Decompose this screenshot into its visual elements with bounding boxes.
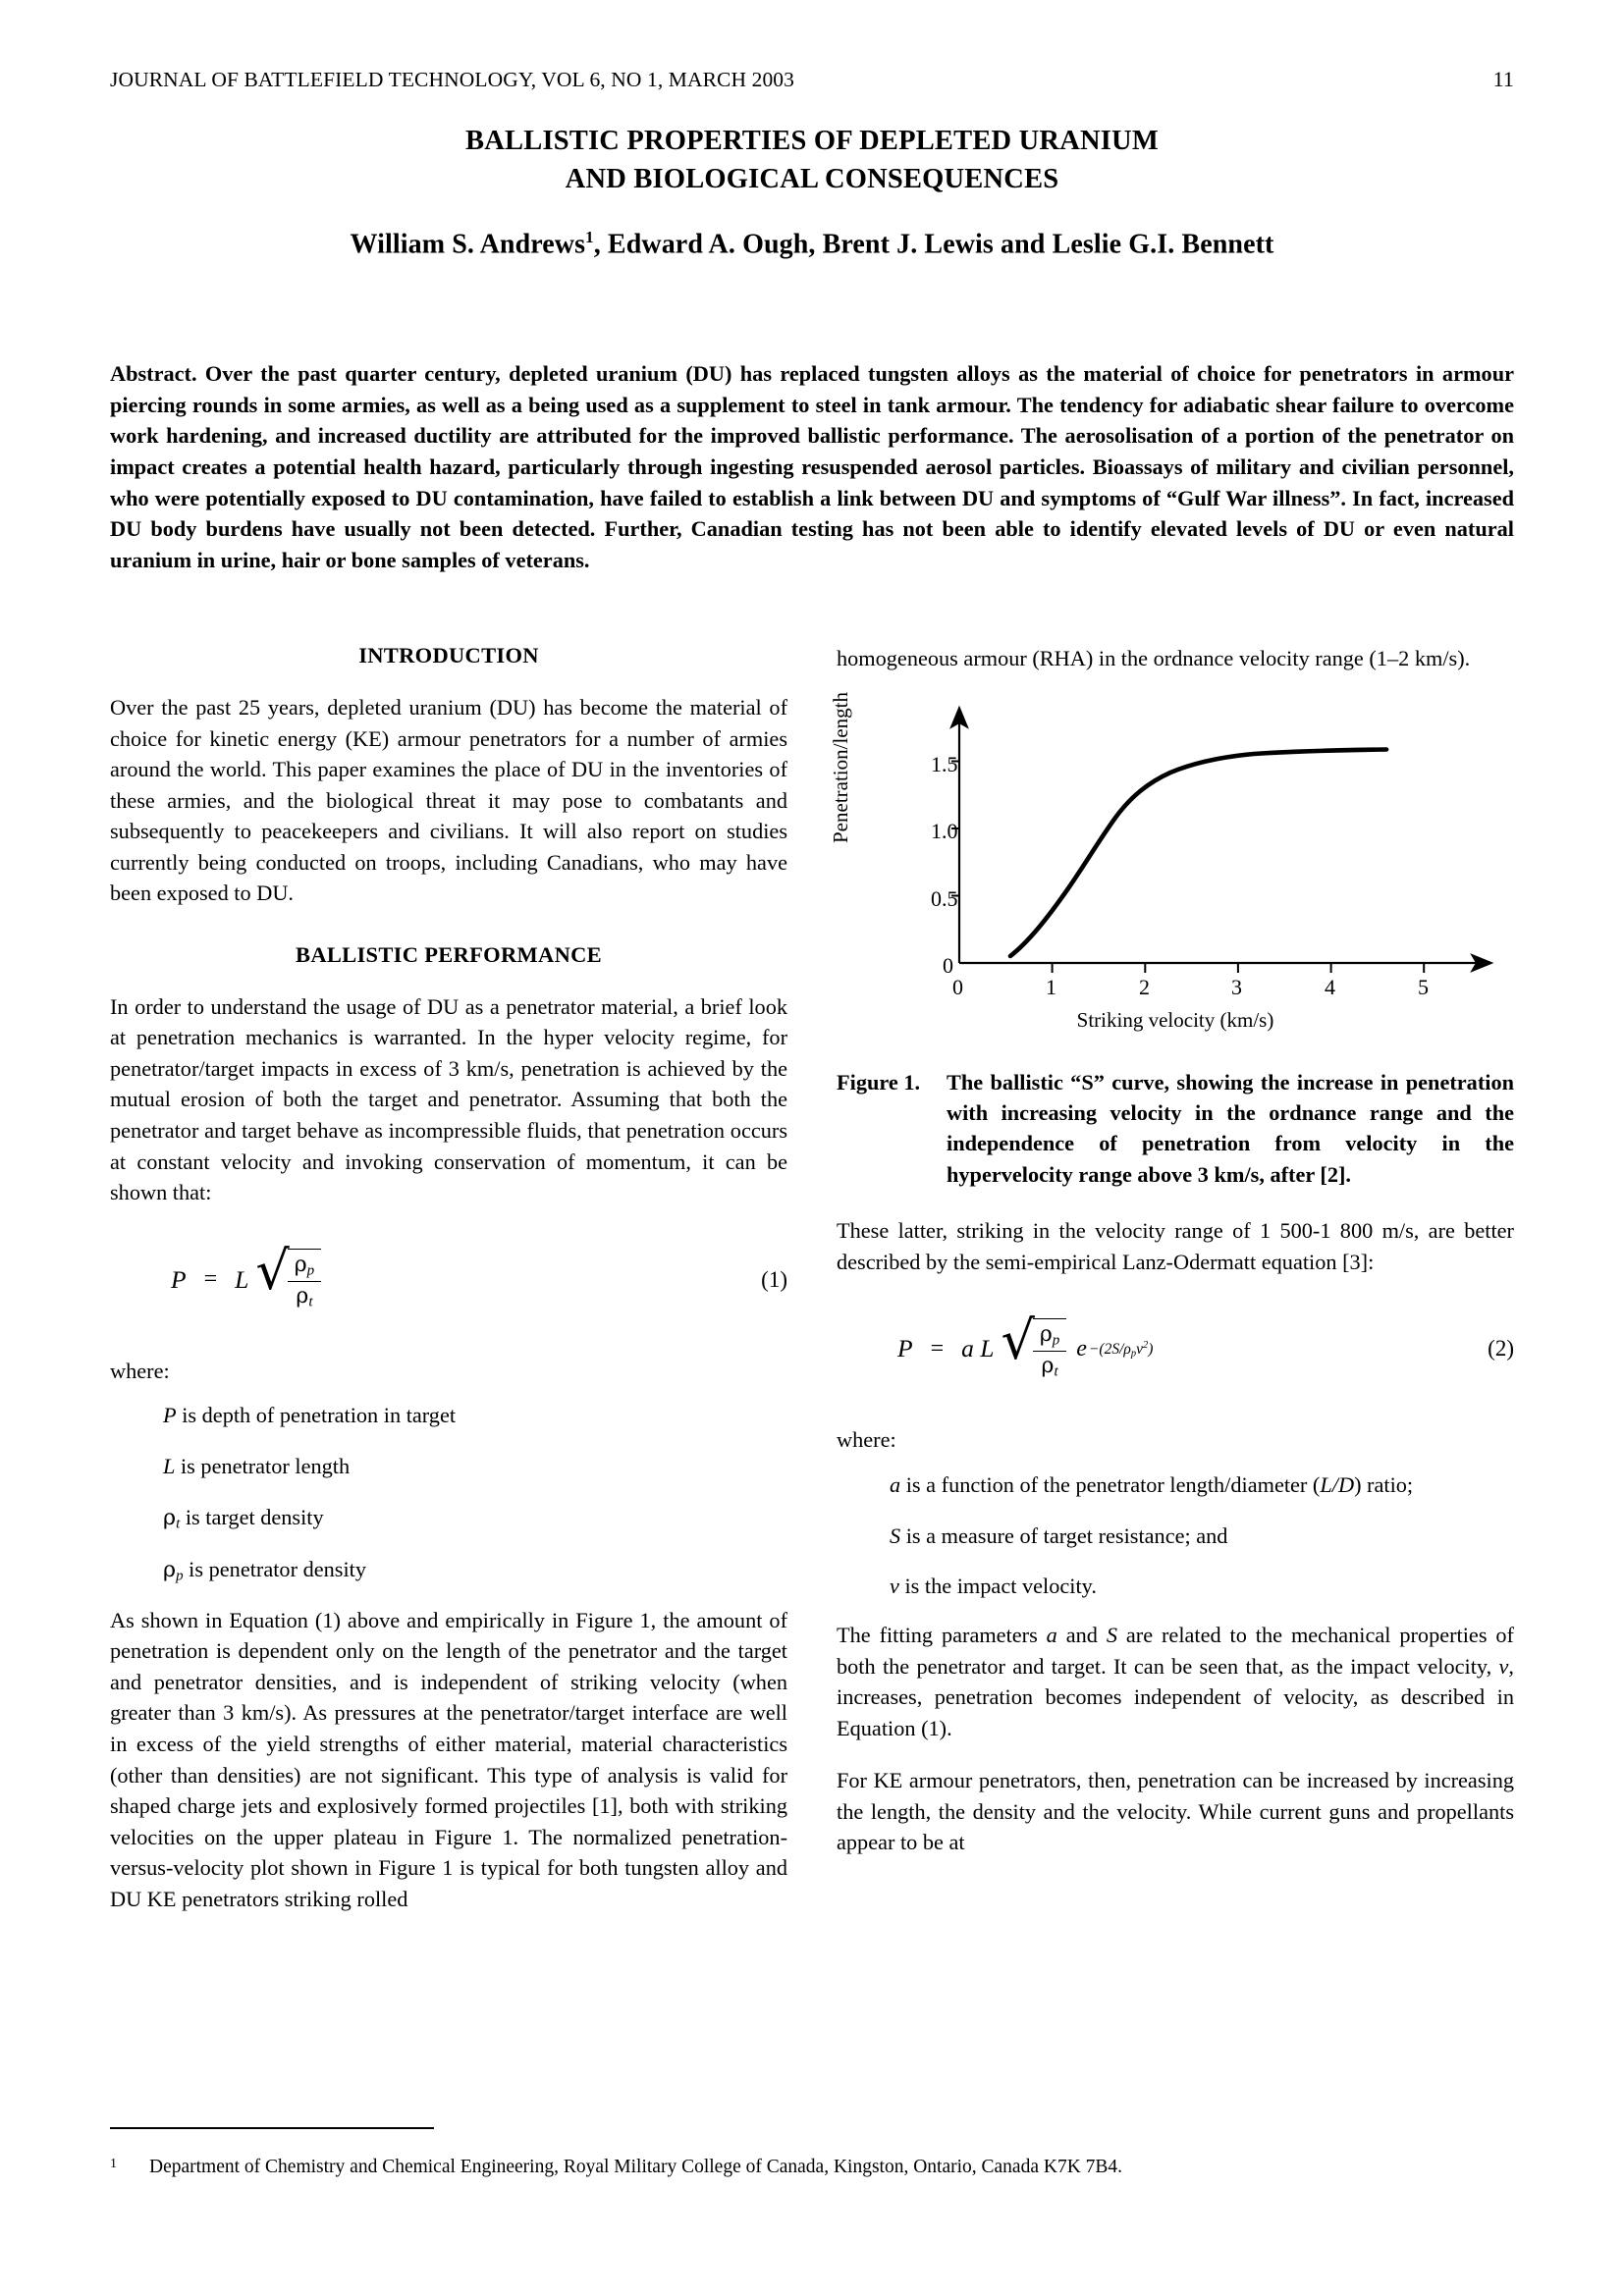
continued-paragraph: homogeneous armour (RHA) in the ordnance velocity range (1–2 km/s). [837, 646, 1471, 670]
def-symbol: ρ [163, 1504, 177, 1530]
chart-x-tick-label: 5 [1418, 974, 1429, 999]
def-symbol: P [163, 1403, 177, 1428]
where-label-left: where: [110, 1358, 170, 1383]
equation-1 [110, 1238, 787, 1322]
running-head [110, 67, 1514, 92]
ke-penetrators-paragraph: For KE armour penetrators, then, penetration can be increased by increasing the length, the density and the velocity. While current guns and propellants appear to be at [837, 1768, 1514, 1855]
definition-item [110, 1451, 787, 1482]
section-heading-introduction: INTRODUCTION [358, 643, 539, 667]
equation-2-body [837, 1308, 1488, 1381]
fitting-parameters-paragraph: The fitting parameters a and S are related to the mechanical properties of both the penetrator and target. It can be seen that, as the impact velocity, v, increases, penetration becomes independent of velocity, as described in Equation (1). [837, 1623, 1514, 1740]
left-column [110, 643, 787, 1936]
footnote-rule [110, 2127, 434, 2129]
equation-1-sqrt [255, 1240, 321, 1311]
sqrt-icon: √ [1001, 1308, 1035, 1371]
def-symbol: L [163, 1453, 176, 1478]
def-text: is penetrator length [175, 1453, 351, 1478]
def-symbol-sub: t [176, 1515, 181, 1531]
page-title [110, 123, 1514, 199]
chart-series-line [1010, 749, 1386, 956]
footnote-text: Department of Chemistry and Chemical Engineering, Royal Military College of Canada, Kingston, Ontario, Canada K7K 7B4. [149, 2156, 1123, 2177]
equation-2 [837, 1307, 1514, 1391]
equation-1-denominator: $\rho_t$ [296, 1284, 313, 1310]
closing-paragraph-left: As shown in Equation (1) above and empirically in Figure 1, the amount of penetration is dependent only on the length of the penetrator and the target and penetrator densities, and is independent of striking velocity (when greater than 3 km/s). As pressures at the penetrator/target interface are well in excess of the yield strengths of either material, material characteristics (other than densities) are not significant. This type of analysis is valid for shaped charge jets and explosively formed projectiles [1], both with striking velocities on the upper plateau in Figure 1. The normalized penetration-versus-velocity plot shown in Figure 1 is typical for both tungsten alloy and DU KE penetrators striking rolled [110, 1607, 787, 1911]
definition-item [837, 1521, 1514, 1552]
equation-1-numerator: $\rho_p$ [288, 1251, 321, 1282]
def-text: is target density [180, 1504, 324, 1529]
title-block [110, 123, 1514, 260]
chart-x-tick-label: 3 [1231, 974, 1242, 999]
equation-2-sqrt [1001, 1308, 1066, 1381]
equation-2-exponent: −(2S/ρpv$^2$) [1088, 1339, 1154, 1360]
equation-1-number: (1) [761, 1266, 787, 1292]
authors-rest: , Edward A. Ough, Brent J. Lewis and Leslie G.I. Bennett [593, 228, 1274, 259]
def-text-end: ) ratio; [1354, 1472, 1414, 1498]
def-text-italic: L/D [1320, 1472, 1355, 1498]
chart-y-axis-label: Penetration/length [829, 691, 852, 843]
footnote-marker: 1 [110, 2156, 117, 2171]
definition-item [110, 1554, 787, 1587]
where-label-right: where: [837, 1427, 896, 1453]
ballistic-s-curve-chart [829, 691, 1514, 1041]
chart-x-tick-label: 4 [1325, 974, 1335, 999]
abstract: Abstract. Over the past quarter century, depleted uranium (DU) has replaced tungsten alloys as the material of choice for penetrators in armour piercing rounds in some armies, as well as a being used as a supplement to steel in tank armour. The tendency for adiabatic shear failure to overcome work hardening, and increased ductility are attributed for the improved ballistic performance. The aerosolisation of a portion of the penetrator on impact creates a potential health hazard, particularly through ingesting resuspended aerosol particles. Bioassays of military and civilian personnel, who were potentially exposed to DU contamination, have failed to establish a link between DU and symptoms of “Gulf War illness”. In fact, increased DU body burdens have usually not been detected. Further, Canadian testing has not been able to identify elevated levels of DU or even natural uranium in urine, hair or bone samples of veterans. [110, 361, 1514, 572]
latter-paragraph: These latter, striking in the velocity range of 1 500-1 800 m/s, are better described by the semi-empirical Lanz-Odermatt equation [3]: [837, 1218, 1514, 1274]
chart-x-tick-label: 0 [952, 974, 963, 999]
chart-y-tick-label: 1.5 [931, 751, 958, 776]
def-symbol: v [890, 1574, 899, 1599]
definition-list-left [110, 1400, 787, 1587]
sqrt-icon: √ [255, 1240, 290, 1303]
def-text: is a function of the penetrator length/diameter ( [900, 1472, 1321, 1498]
journal-line: JOURNAL OF BATTLEFIELD TECHNOLOGY, VOL 6, NO 1, MARCH 2003 [110, 68, 795, 91]
equation-1-body [110, 1240, 761, 1311]
chart-y-tick-label: 0.5 [931, 885, 958, 911]
definition-item [837, 1571, 1514, 1602]
figure-caption-label: Figure 1. [837, 1069, 921, 1095]
author-first: William S. Andrews [350, 228, 586, 259]
def-symbol: a [890, 1472, 901, 1498]
title-line-1: BALLISTIC PROPERTIES OF DEPLETED URANIUM [465, 126, 1159, 156]
def-symbol: S [890, 1522, 901, 1548]
equation-2-aL: a L [961, 1334, 995, 1363]
title-line-2: AND BIOLOGICAL CONSEQUENCES [565, 163, 1059, 194]
section-heading-ballistic-performance: BALLISTIC PERFORMANCE [296, 941, 602, 967]
right-column [829, 643, 1514, 1880]
equation-2-lhs: P [897, 1334, 913, 1363]
ballistic-paragraph: In order to understand the usage of DU as a penetrator material, a brief look at penetration mechanics is warranted. In the hyper velocity regime, for penetrator/target impacts in excess of 3 km/s, penetration is achieved by the mutual erosion of both the target and penetrator. Assuming that both the penetrator and target behave as incompressible fluids, that penetration occurs at constant velocity and invoking conservation of momentum, it can be shown that: [110, 993, 787, 1205]
equation-2-equals: = [930, 1335, 945, 1362]
equation-1-equals: = [203, 1266, 218, 1293]
chart-y-tick-label: 0 [943, 952, 953, 978]
def-text: is depth of penetration in target [176, 1403, 457, 1428]
definition-item [110, 1400, 787, 1431]
def-text: is penetrator density [183, 1557, 366, 1582]
figure-caption [837, 1067, 1514, 1191]
def-text: is a measure of target resistance; and [900, 1522, 1228, 1548]
definition-list-right [837, 1469, 1514, 1602]
def-symbol: ρ [163, 1557, 177, 1583]
chart-svg [837, 696, 1514, 1002]
equation-1-L: L [235, 1264, 249, 1294]
page-number: 11 [1492, 67, 1514, 91]
equation-2-fraction [1033, 1318, 1066, 1382]
intro-paragraph: Over the past 25 years, depleted uranium (DU) has become the material of choice for kinetic energy (KE) armour penetrators for a number of armies around the world. This paper examines the place of DU in the inventories of these armies, and the biological threat it may pose to combatants and subsequently to peacekeepers and civilians. It will also report on studies currently being conducted on troops, including Canadians, who may have been exposed to DU. [110, 695, 787, 906]
equation-2-numerator: $\rho_p$ [1033, 1320, 1066, 1352]
author-list [110, 228, 1514, 260]
equation-1-fraction [288, 1249, 321, 1312]
chart-x-tick-label: 2 [1139, 974, 1150, 999]
page-content [110, 0, 1514, 2296]
chart-x-tick-label: 1 [1046, 974, 1056, 999]
author-footnote-marker: 1 [585, 227, 594, 246]
footnote [110, 2154, 1514, 2180]
definition-item [837, 1469, 1514, 1501]
equation-2-number: (2) [1488, 1336, 1514, 1362]
equation-2-e: e [1076, 1335, 1087, 1362]
figure-1 [829, 691, 1514, 1191]
figure-caption-text: The ballistic “S” curve, showing the increase in penetration with increasing velocity in the ordnance range and the independence of penetration from velocity in the hypervelocity range above 3 km/s, after [2]. [947, 1069, 1514, 1187]
equation-2-denominator: $\rho_t$ [1041, 1353, 1058, 1380]
def-text: is the impact velocity. [898, 1574, 1097, 1599]
chart-x-axis-label: Striking velocity (km/s) [1076, 1007, 1274, 1032]
def-symbol-sub: p [176, 1568, 184, 1584]
equation-1-lhs: P [171, 1264, 187, 1294]
chart-y-tick-label: 1.0 [931, 818, 958, 843]
definition-item [110, 1502, 787, 1535]
